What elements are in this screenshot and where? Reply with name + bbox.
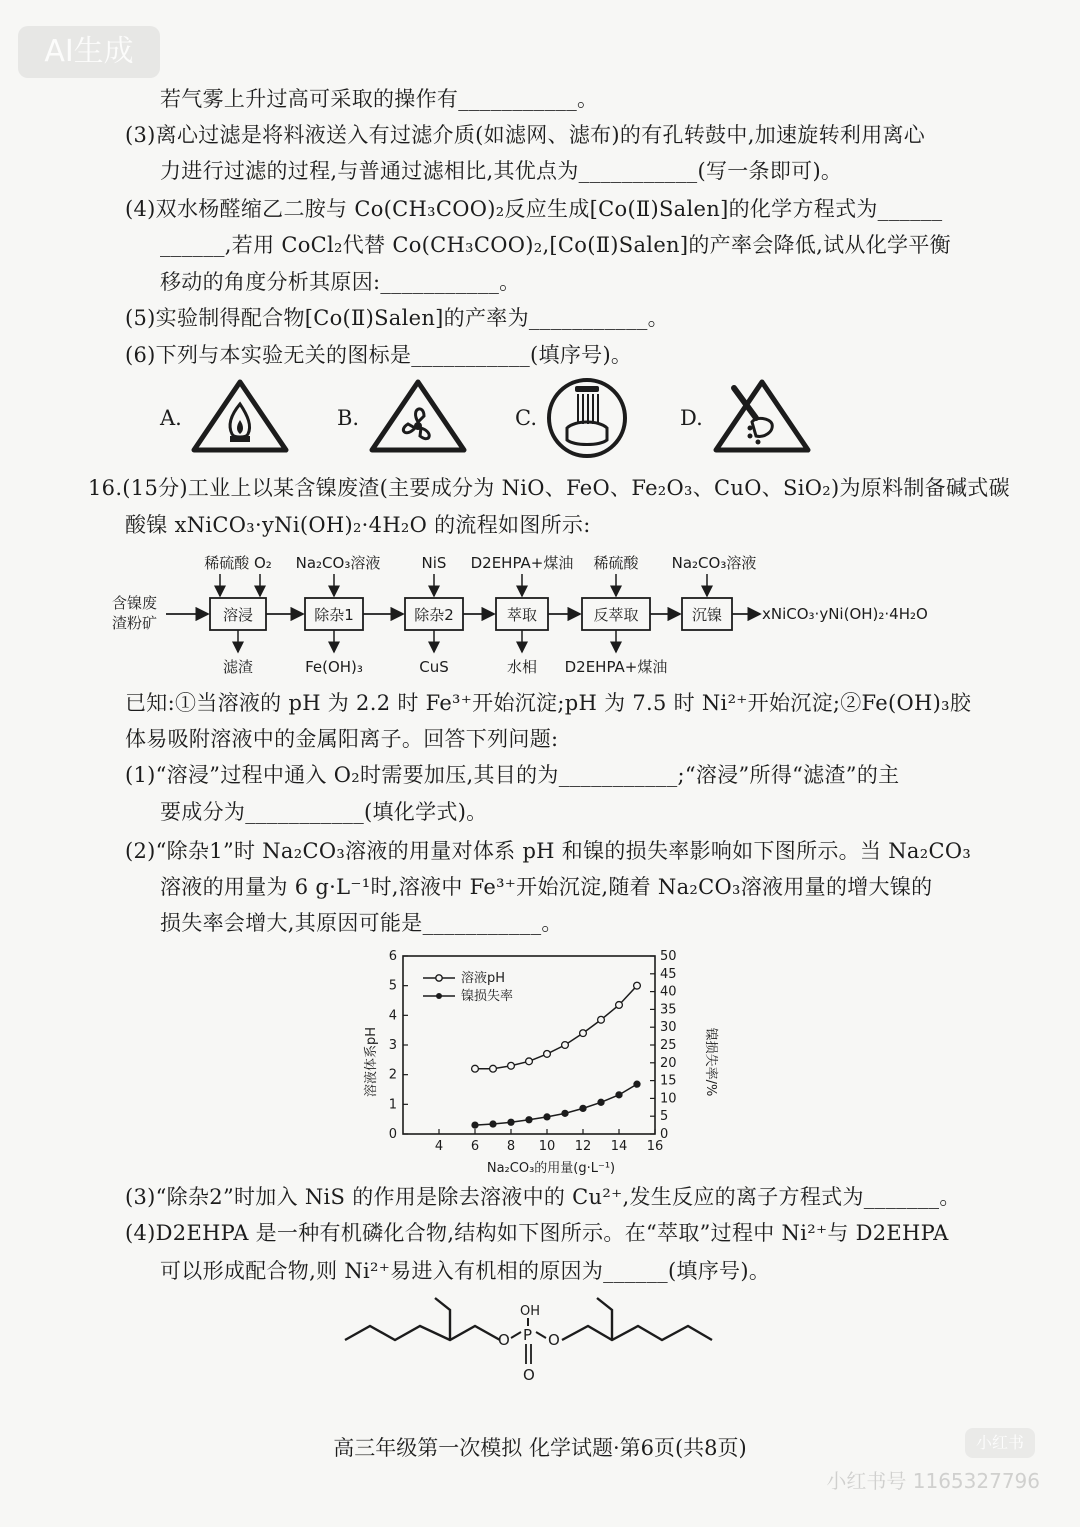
flow-step-label: 除杂2 (414, 606, 454, 624)
flow-step-label: 除杂1 (314, 606, 354, 624)
x-tick-label: 4 (434, 1139, 444, 1154)
ph-data-point (526, 1058, 533, 1065)
loss-data-point (526, 1117, 532, 1123)
text-line: 可以形成配合物,则 Ni²⁺易进入有机相的原因为______(填序号)。 (160, 1259, 771, 1283)
flow-reagent-label: 稀硫酸 O₂ (204, 554, 272, 572)
loss-data-point (490, 1121, 496, 1127)
text-line: 要成分为___________(填化学式)。 (160, 800, 488, 824)
loss-data-point (472, 1122, 478, 1128)
y-axis-left-label: 溶液体系pH (364, 1026, 379, 1098)
d2ehpa-structure (340, 1290, 740, 1400)
text-line: (4)双水杨醛缩乙二胺与 Co(CH₃COO)₂反应生成[Co(Ⅱ)Salen]的化学方程式为______ (125, 197, 943, 221)
loss-data-point (634, 1081, 640, 1087)
flow-reagent-label: 稀硫酸 (593, 554, 639, 572)
loss-data-point (508, 1119, 514, 1125)
loss-data-point (544, 1114, 550, 1120)
text-line: 溶液的用量为 6 g·L⁻¹时,溶液中 Fe³⁺开始沉淀,随着 Na₂CO₃溶液用量的增大镍的 (160, 875, 933, 899)
loss-data-point (598, 1099, 604, 1105)
ph-data-point (562, 1042, 569, 1049)
y-left-tick-label: 6 (388, 949, 397, 964)
text-line: 力进行过滤的过程,与普通过滤相比,其优点为___________(写一条即可)。 (160, 159, 843, 183)
loss-data-point (616, 1092, 622, 1098)
y-left-tick-label: 2 (388, 1067, 397, 1083)
ph-nickel-loss-chart (355, 944, 725, 1180)
open-flame-icon (190, 378, 290, 458)
y-right-tick-label: 5 (660, 1109, 669, 1125)
y-right-tick-label: 30 (660, 1020, 677, 1036)
flow-reagent-label: NiS (421, 554, 447, 572)
hydroxyl-label: OH (520, 1304, 541, 1319)
ph-data-point (598, 1016, 605, 1023)
flow-output-label: D2EHPA+煤油 (564, 658, 668, 676)
ph-data-point (580, 1030, 587, 1037)
text-line: (3)“除杂2”时加入 NiS 的作用是除去溶液中的 Cu²⁺,发生反应的离子方程式为_______。 (125, 1185, 961, 1209)
flow-input-label: 含镍废 (112, 594, 158, 612)
oxygen-label: O (498, 1331, 510, 1349)
y-right-tick-label: 15 (660, 1073, 677, 1089)
plot-frame (403, 956, 655, 1134)
flow-input-label: 渣粉矿 (112, 614, 158, 632)
legend-marker-loss (436, 993, 442, 999)
option-b-label: B. (337, 406, 360, 430)
option-c-label: C. (515, 406, 537, 430)
y-axis-right-label: 镍损失率/% (703, 1027, 718, 1097)
known-info-line: 体易吸附溶液中的金属阳离子。回答下列问题: (125, 727, 559, 751)
flow-output-label: 水相 (506, 658, 538, 676)
process-flowchart (100, 548, 980, 680)
text-line: (6)下列与本实验无关的图标是___________(填序号)。 (125, 343, 633, 367)
phosphorus-label: P (523, 1326, 533, 1344)
y-left-tick-label: 5 (388, 978, 397, 994)
ph-data-point (490, 1065, 497, 1072)
sharp-object-icon (712, 378, 812, 458)
x-tick-label: 6 (470, 1139, 480, 1154)
flow-output-label: 滤渣 (222, 658, 254, 676)
legend-label-loss: 镍损失率 (461, 989, 514, 1004)
option-a-label: A. (160, 406, 182, 430)
flow-reagent-label: D2EHPA+煤油 (470, 554, 574, 572)
y-right-tick-label: 0 (660, 1127, 669, 1142)
text-line: 移动的角度分析其原因:___________。 (160, 270, 521, 294)
flow-reagent-label: Na₂CO₃溶液 (671, 554, 757, 572)
text-line: (3)离心过滤是将料液送入有过滤介质(如滤网、滤布)的有孔转鼓中,加速旋转利用离心 (125, 123, 926, 147)
option-d-label: D. (680, 406, 703, 430)
question-16-header: 16.(15分)工业上以某含镍废渣(主要成分为 NiO、FeO、Fe₂O₃、CuO、SiO₂)为原料制备碱式碳 (88, 476, 1010, 500)
x-tick-label: 12 (574, 1139, 592, 1154)
loss-series-line (475, 1084, 637, 1125)
ph-data-point (472, 1065, 479, 1072)
oxygen-label: O (548, 1331, 560, 1349)
page-footer: 高三年级第一次模拟 化学试题·第6页(共8页) (333, 1436, 747, 1460)
y-right-tick-label: 35 (660, 1002, 677, 1018)
text-line: (2)“除杂1”时 Na₂CO₃溶液的用量对体系 pH 和镍的损失率影响如下图所示。当 Na₂CO₃ (125, 839, 972, 863)
loss-data-point (562, 1110, 568, 1116)
y-right-tick-label: 45 (660, 966, 677, 982)
ph-data-point (544, 1051, 551, 1058)
ventilation-fan-icon (368, 378, 468, 458)
flow-step-label: 沉镍 (691, 606, 723, 624)
x-tick-label: 10 (538, 1139, 556, 1154)
user-id-watermark: 小红书号 1165327796 (826, 1469, 1040, 1493)
y-left-tick-label: 0 (388, 1127, 397, 1142)
flow-step-label: 萃取 (506, 606, 538, 624)
y-left-tick-label: 4 (388, 1008, 397, 1024)
known-info-line: 已知:①当溶液的 pH 为 2.2 时 Fe³⁺开始沉淀;pH 为 7.5 时 Ni²⁺开始沉淀;②Fe(OH)₃胶 (125, 691, 972, 715)
y-right-tick-label: 40 (660, 984, 677, 1000)
loss-data-point (580, 1105, 586, 1111)
y-right-tick-label: 25 (660, 1038, 677, 1053)
legend-marker-ph (436, 975, 442, 981)
flow-output-label: CuS (419, 658, 449, 676)
legend-label-ph: 溶液pH (461, 971, 506, 986)
text-line: ______,若用 CoCl₂代替 Co(CH₃COO)₂,[Co(Ⅱ)Salen]的产率会降低,试从化学平衡 (160, 233, 951, 257)
ai-generated-watermark: AI生成 (18, 26, 160, 78)
x-axis-label: Na₂CO₃的用量(g·L⁻¹) (486, 1161, 616, 1176)
x-tick-label: 8 (506, 1139, 516, 1154)
y-right-tick-label: 50 (660, 949, 677, 964)
ph-data-point (616, 1002, 623, 1009)
flow-product-label: xNiCO₃·yNi(OH)₂·4H₂O (762, 605, 928, 623)
y-left-tick-label: 3 (388, 1038, 397, 1053)
flow-output-label: Fe(OH)₃ (305, 658, 363, 676)
x-tick-label: 14 (610, 1139, 628, 1154)
ph-data-point (634, 982, 641, 989)
flow-step-label: 溶浸 (222, 606, 254, 624)
wash-hands-icon (545, 376, 629, 464)
ph-data-point (508, 1062, 515, 1069)
xiaohongshu-logo: 小红书 (965, 1428, 1035, 1458)
text-line: (1)“溶浸”过程中通入 O₂时需要加压,其目的为___________;“溶浸”所得“滤渣”的主 (125, 763, 900, 787)
y-left-tick-label: 1 (388, 1097, 397, 1113)
y-right-tick-label: 10 (660, 1091, 677, 1107)
flow-step-label: 反萃取 (593, 606, 639, 624)
oxygen-label: O (523, 1366, 535, 1384)
text-line: (4)D2EHPA 是一种有机磷化合物,结构如下图所示。在“萃取”过程中 Ni²⁺与 D2EHPA (125, 1221, 949, 1245)
text-line: 损失率会增大,其原因可能是___________。 (160, 911, 563, 935)
x-tick-label: 16 (646, 1139, 664, 1154)
text-line: (5)实验制得配合物[Co(Ⅱ)Salen]的产率为___________。 (125, 306, 669, 330)
text-line: 若气雾上升过高可采取的操作有___________。 (160, 87, 599, 111)
flow-reagent-label: Na₂CO₃溶液 (295, 554, 381, 572)
text-line: 酸镍 xNiCO₃·yNi(OH)₂·4H₂O 的流程如图所示: (125, 513, 591, 537)
y-right-tick-label: 20 (660, 1055, 677, 1071)
